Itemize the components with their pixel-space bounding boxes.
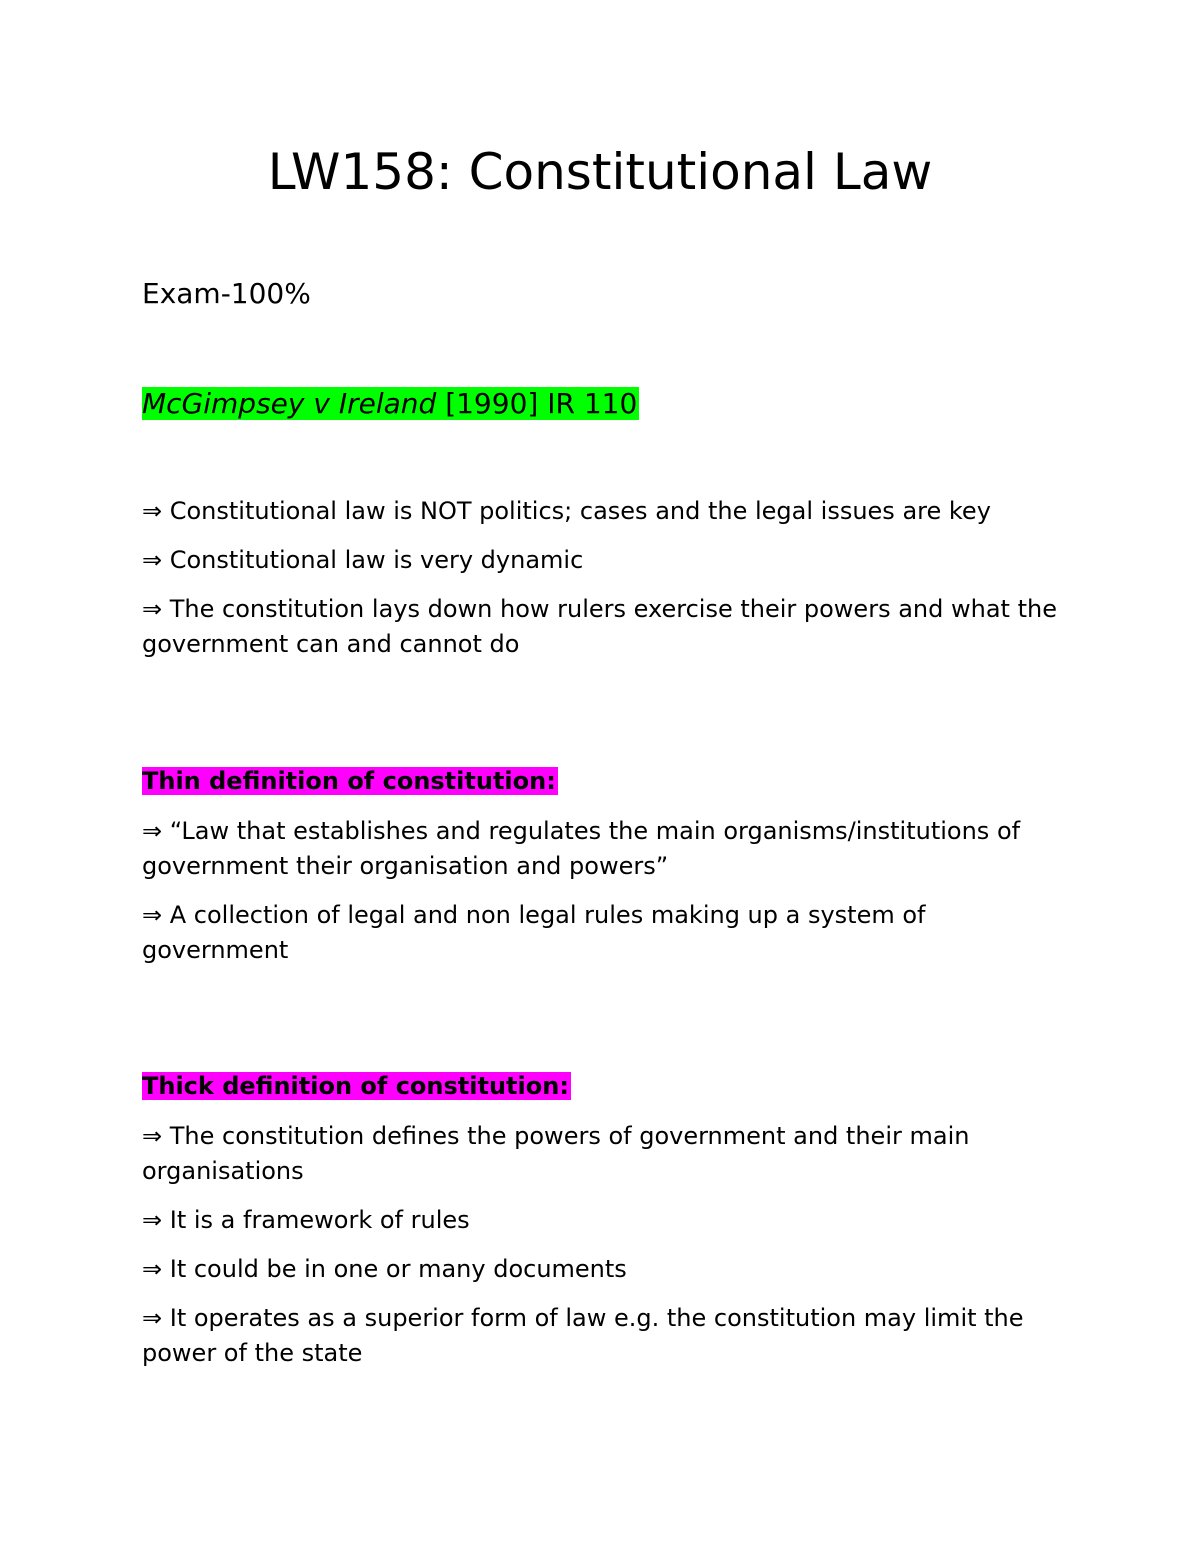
thick-definition-heading [142, 1069, 1067, 1103]
case-citation [142, 386, 1067, 422]
thin-definition-heading [142, 764, 1067, 798]
thin-definition-points [142, 814, 1067, 982]
intro-points [142, 494, 1067, 676]
exam-weight: Exam-100% [142, 277, 311, 310]
thick-definition-point: ⇒ It could be in one or many documents [142, 1255, 627, 1283]
case-citation-highlight [142, 387, 639, 420]
intro-point: ⇒ Constitutional law is NOT politics; cases and the legal issues are key [142, 497, 991, 525]
thick-definition-point: ⇒ It is a framework of rules [142, 1206, 470, 1234]
intro-point: ⇒ Constitutional law is very dynamic [142, 546, 584, 574]
case-name: McGimpsey v Ireland [142, 387, 437, 420]
thick-definition-points [142, 1119, 1067, 1385]
thin-definition-heading-text: Thin definition of constitution: [142, 767, 556, 795]
thin-definition-point: ⇒ “Law that establishes and regulates the main organisms/institutions of government their organisation and powers” [142, 817, 1021, 880]
intro-point: ⇒ The constitution lays down how rulers exercise their powers and what the government can and cannot do [142, 595, 1057, 658]
thick-definition-point: ⇒ It operates as a superior form of law e.g. the constitution may limit the power of the state [142, 1304, 1024, 1367]
page-title: LW158: Constitutional Law [267, 143, 933, 201]
case-reference: [1990] IR 110 [436, 387, 638, 420]
thin-definition-point: ⇒ A collection of legal and non legal rules making up a system of government [142, 901, 926, 964]
thick-definition-heading-text: Thick definition of constitution: [142, 1072, 569, 1100]
thick-definition-point: ⇒ The constitution defines the powers of government and their main organisations [142, 1122, 970, 1185]
